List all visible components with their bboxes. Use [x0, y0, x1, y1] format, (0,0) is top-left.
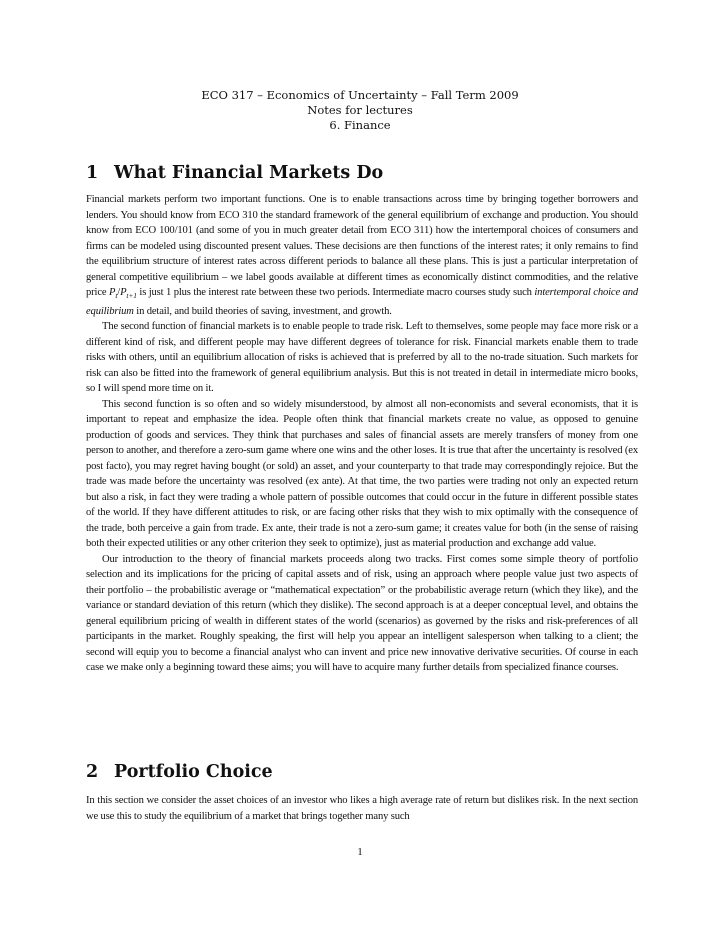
- chapter-title: 6. Finance: [329, 118, 391, 132]
- section-1-paragraph-1: [86, 192, 638, 319]
- math-p: P: [109, 287, 116, 298]
- course-title: ECO 317 – Economics of Uncertainty – Fall Term 2009: [201, 88, 519, 102]
- page-number: 1: [357, 846, 363, 858]
- section-2-title: Portfolio Choice: [114, 762, 273, 782]
- math-slash: /: [117, 287, 121, 298]
- math-subscript-t-plus-1: t+1: [126, 291, 137, 301]
- paragraph-text: is just 1 plus the interest rate between these two periods. Intermediate macro courses study such: [136, 287, 535, 298]
- section-2-number: 2: [86, 762, 99, 782]
- section-1-heading: [86, 163, 638, 183]
- math-p-next: P: [120, 287, 127, 298]
- section-1-number: 1: [86, 163, 99, 183]
- section-1-paragraph-2: The second function of financial markets is to enable people to trade risk. Left to themselves, some people may face more risk or a different kind of risk, and different people may have different degrees of tolerance for risk. Financial markets enable them to trade risks with others, until an equilibrium allocation of risks is achieved that is preferred by all to the no-trade situation. Such markets for risk can also be fitted into the framework of general equilibrium analysis. But this is not treated in detail in intermediate micro books, so I will spend more time on it.: [86, 321, 638, 395]
- section-1-paragraph-3: This second function is so often and so widely misunderstood, by almost all non-economists and several economists, that it is important to repeat and emphasize the idea. People often think that financial markets create no value, as opposed to genuine production of goods and services. They think that purchases and sales of financial assets are merely transfers of money from one person to another, and therefore a zero-sum game where one wins and the other loses. It is true that after the uncertainty is resolved (ex post facto), you may regret having bought (or sold) an asset, and your counterparty to that trade may correspondingly rejoice. But the trade was made before the uncertainty was resolved (ex ante). At that time, the two parties were trading not only an expected return but also a risk, in fact they were trading a whole pattern of possible outcomes that could occur in the future in different possible states of the world. If they have different attitudes to risk, or are facing other risks that they wish to mix optimally with the consequence of the trade, both perceive a gain from trade. Ex ante, their trade is not a zero-sum game; it creates value for both (in the sense of raising both their expected utilities or any other criterion they seek to optimize), just as material production and exchange add value.: [86, 398, 638, 550]
- section-2-paragraph-1: In this section we consider the asset choices of an investor who likes a high average rate of return but dislikes risk. In the next section we use this to study the equilibrium of a market that brings together many such: [86, 795, 638, 822]
- section-1-body: [86, 192, 638, 676]
- paragraph-text: Financial markets perform two important functions. One is to enable transactions across time by bringing together borrowers and lenders. You should know from ECO 310 the standard framework of the general equilibrium of exchange and production. You should know from ECO 100/101 (and some of you in much greater detail from ECO 311) how the intertemporal choices of consumers and firms can be modeled using discounted present values. These decisions are then functions of the interest rates; it only remains to find the equilibrium structure of interest rates across different periods to balance all these plans. This is just a particular interpretation of general competitive equilibrium – we label goods available at different times as economically distinct commodities, and the relative price: [86, 194, 638, 298]
- section-2-heading: [86, 762, 638, 782]
- section-1-title: What Financial Markets Do: [114, 163, 384, 183]
- section-2-body: [86, 793, 638, 824]
- section-1-paragraph-4: Our introduction to the theory of financial markets proceeds along two tracks. First comes some simple theory of portfolio selection and its implications for the pricing of capital assets and of risk, using an approach where people value just two aspects of their portfolio – the probabilistic average or “mathematical expectation” or the probabilistic average return (which they like), and the variance or standard deviation of this return (which they dislike). The second approach is at a deeper conceptual level, and obtains the general equilibrium pricing of wealth in different states of the world (scenarios) as governed by the risks and risk-preferences of all participants in the market. Roughly speaking, the first will help you appear an intelligent salesperson when talking to a client; the second will equip you to become a financial analyst who can invent and price new innovative derivative securities. Of course in each case we make only a beginning toward these aims; you will have to acquire many further details from specialized finance courses.: [86, 553, 638, 674]
- document-header: [0, 88, 720, 133]
- notes-subtitle: Notes for lectures: [307, 103, 413, 117]
- paragraph-text: in detail, and build theories of saving, investment, and growth.: [133, 305, 392, 317]
- emphasis-intertemporal: intertemporal choice and equilibrium: [86, 287, 639, 317]
- math-subscript-t: t: [115, 291, 118, 301]
